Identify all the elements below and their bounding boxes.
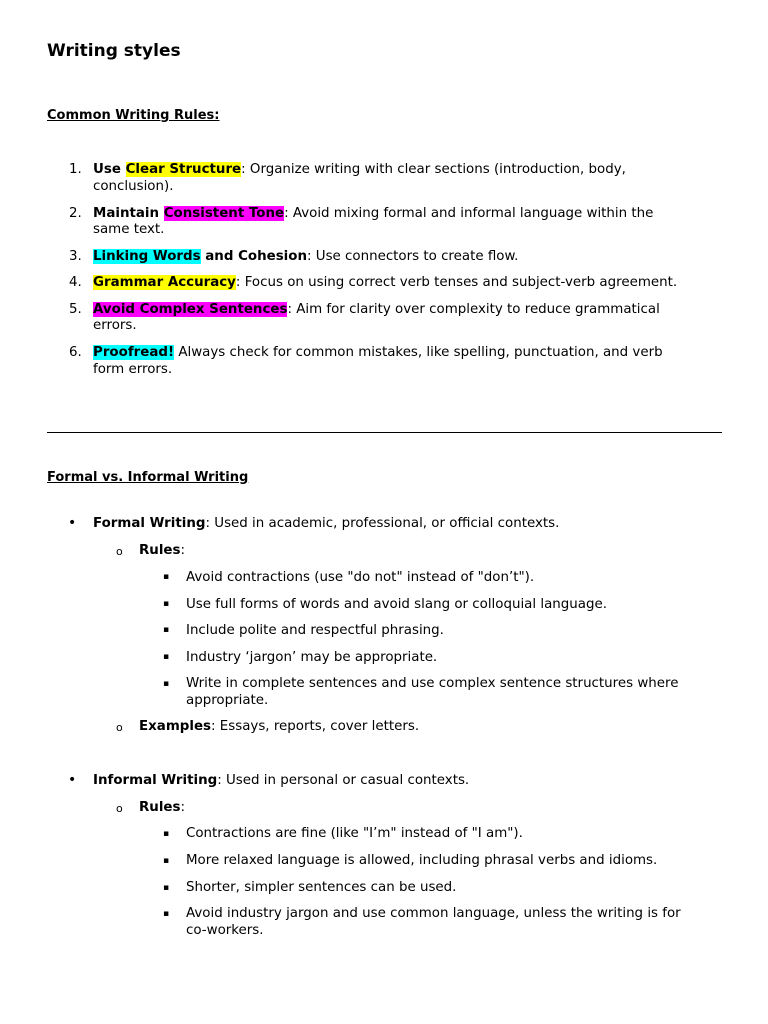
- list-item-continuation: appropriate.: [186, 693, 269, 708]
- highlighted-term: Clear Structure: [125, 162, 242, 177]
- informal-writing-desc: : Used in personal or casual contexts.: [217, 773, 470, 788]
- highlighted-term: Proofread!: [93, 345, 175, 360]
- examples-label: Examples: [139, 719, 212, 734]
- square-bullet-icon: ▪: [163, 883, 170, 893]
- item-text: : Focus on using correct verb tenses and subject-verb agreement.: [235, 275, 678, 290]
- list-item: [93, 301, 660, 318]
- list-item: Avoid contractions (use "do not" instead of "don’t").: [186, 570, 535, 585]
- square-bullet-icon: ▪: [163, 829, 170, 839]
- list-item: [93, 248, 518, 265]
- square-bullet-icon: ▪: [163, 599, 170, 609]
- rules-label: Rules: [139, 543, 181, 558]
- highlighted-term: Linking Words: [93, 249, 201, 264]
- bullet-icon: •: [68, 515, 77, 531]
- list-item-continuation: co-workers.: [186, 923, 264, 938]
- list-number: 2.: [69, 206, 82, 221]
- list-item: Write in complete sentences and use complex sentence structures where: [186, 676, 679, 691]
- item-text: : Aim for clarity over complexity to reduce grammatical: [287, 302, 660, 317]
- list-number: 3.: [69, 249, 82, 264]
- formal-writing-label: Formal Writing: [93, 516, 206, 531]
- bullet-icon: •: [68, 772, 77, 788]
- rules-colon: :: [180, 800, 186, 815]
- list-item: [93, 205, 653, 222]
- square-bullet-icon: ▪: [163, 625, 170, 635]
- list-item: Shorter, simpler sentences can be used.: [186, 880, 457, 895]
- item-bold-suffix: and Cohesion: [200, 249, 308, 264]
- list-number: 6.: [69, 345, 82, 360]
- list-item: More relaxed language is allowed, including phrasal verbs and idioms.: [186, 853, 658, 868]
- list-item: [93, 161, 626, 178]
- list-item: Avoid industry jargon and use common language, unless the writing is for: [186, 906, 681, 921]
- informal-rules-label: [139, 799, 185, 816]
- list-item: [93, 274, 677, 291]
- rules-colon: :: [180, 543, 186, 558]
- formal-informal-heading: Formal vs. Informal Writing: [47, 470, 249, 485]
- item-prefix: Use: [93, 162, 126, 177]
- list-item-continuation: conclusion).: [93, 179, 174, 194]
- list-number: 5.: [69, 302, 82, 317]
- list-item-continuation: same text.: [93, 222, 165, 237]
- item-text: : Organize writing with clear sections (introduction, body,: [241, 162, 626, 177]
- list-number: 1.: [69, 162, 82, 177]
- square-bullet-icon: ▪: [163, 652, 170, 662]
- formal-examples: [139, 718, 419, 735]
- list-item: Industry ‘jargon’ may be appropriate.: [186, 650, 438, 665]
- square-bullet-icon: ▪: [163, 856, 170, 866]
- sub-bullet-icon: o: [116, 545, 123, 558]
- list-item: Contractions are fine (like "I’m" instead of "I am").: [186, 826, 523, 841]
- informal-writing-label: Informal Writing: [93, 773, 218, 788]
- highlighted-term: Grammar Accuracy: [93, 275, 236, 290]
- list-number: 4.: [69, 275, 82, 290]
- item-prefix: Maintain: [93, 206, 164, 221]
- horizontal-divider: [47, 432, 722, 433]
- item-text: Always check for common mistakes, like spelling, punctuation, and verb: [174, 345, 663, 360]
- examples-text: : Essays, reports, cover letters.: [211, 719, 420, 734]
- list-item-continuation: form errors.: [93, 362, 173, 377]
- list-item: Include polite and respectful phrasing.: [186, 623, 444, 638]
- formal-rules-label: [139, 542, 185, 559]
- sub-bullet-icon: o: [116, 802, 123, 815]
- square-bullet-icon: ▪: [163, 909, 170, 919]
- square-bullet-icon: ▪: [163, 679, 170, 689]
- item-text: : Avoid mixing formal and informal language within the: [284, 206, 654, 221]
- formal-writing-desc: : Used in academic, professional, or official contexts.: [205, 516, 560, 531]
- list-item: Use full forms of words and avoid slang or colloquial language.: [186, 597, 607, 612]
- list-item-continuation: errors.: [93, 318, 137, 333]
- list-item: [93, 344, 663, 361]
- rules-heading: Common Writing Rules:: [47, 108, 220, 123]
- formal-writing-item: [93, 515, 559, 532]
- page-title: Writing styles: [47, 41, 181, 61]
- item-text: : Use connectors to create flow.: [307, 249, 519, 264]
- rules-label: Rules: [139, 800, 181, 815]
- highlighted-term: Consistent Tone: [163, 206, 285, 221]
- square-bullet-icon: ▪: [163, 572, 170, 582]
- highlighted-term: Avoid Complex Sentences: [93, 302, 288, 317]
- sub-bullet-icon: o: [116, 721, 123, 734]
- informal-writing-item: [93, 772, 469, 789]
